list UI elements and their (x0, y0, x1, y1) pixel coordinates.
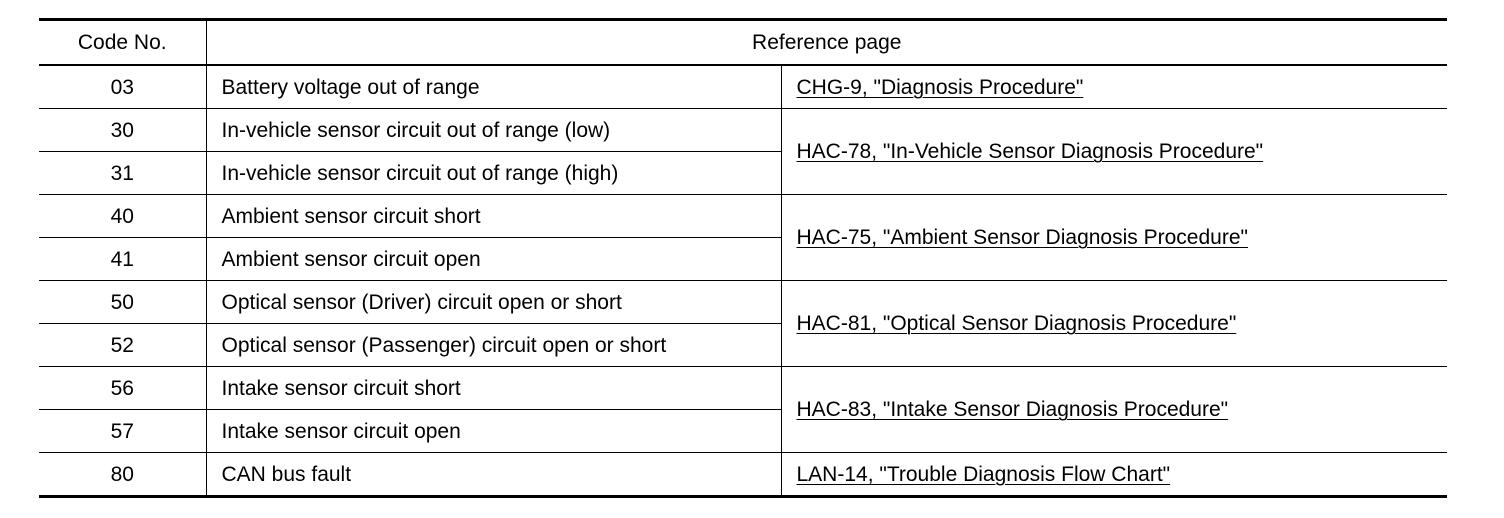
reference-link[interactable]: HAC-81, "Optical Sensor Diagnosis Procedure" (796, 312, 1237, 335)
table-row (39, 65, 1447, 109)
code-cell: 57 (39, 410, 206, 453)
code-cell: 80 (39, 453, 206, 497)
reference-cell (781, 281, 1447, 367)
code-cell: 30 (39, 109, 206, 152)
reference-cell (781, 109, 1447, 195)
reference-link[interactable]: LAN-14, "Trouble Diagnosis Flow Chart" (796, 462, 1171, 486)
header-reference-page: Reference page (206, 20, 1447, 66)
table-row (39, 195, 1447, 238)
description-cell: Optical sensor (Driver) circuit open or short (206, 281, 781, 324)
reference-link[interactable]: HAC-78, "In-Vehicle Sensor Diagnosis Procedure" (796, 140, 1264, 163)
description-cell: Ambient sensor circuit short (206, 195, 781, 238)
description-cell: In-vehicle sensor circuit out of range (low) (206, 109, 781, 152)
reference-cell (781, 195, 1447, 281)
reference-link[interactable]: HAC-83, "Intake Sensor Diagnosis Procedure" (796, 398, 1229, 421)
reference-link[interactable]: HAC-75, "Ambient Sensor Diagnosis Procedure" (796, 226, 1248, 249)
table-row (39, 109, 1447, 152)
code-cell: 41 (39, 238, 206, 281)
description-cell: Optical sensor (Passenger) circuit open or short (206, 324, 781, 367)
code-cell: 40 (39, 195, 206, 238)
diagnosis-code-table (39, 18, 1447, 498)
reference-link[interactable]: CHG-9, "Diagnosis Procedure" (796, 75, 1084, 99)
description-cell: Battery voltage out of range (206, 65, 781, 109)
header-code-no: Code No. (39, 20, 206, 66)
description-cell: Ambient sensor circuit open (206, 238, 781, 281)
code-cell: 50 (39, 281, 206, 324)
reference-cell (781, 453, 1447, 497)
code-cell: 03 (39, 65, 206, 109)
reference-cell (781, 65, 1447, 109)
description-cell: CAN bus fault (206, 453, 781, 497)
code-cell: 56 (39, 367, 206, 410)
table-header-row (39, 20, 1447, 66)
description-cell: Intake sensor circuit open (206, 410, 781, 453)
reference-cell (781, 367, 1447, 453)
code-cell: 31 (39, 152, 206, 195)
table-row (39, 453, 1447, 497)
code-cell: 52 (39, 324, 206, 367)
table-row (39, 367, 1447, 410)
description-cell: Intake sensor circuit short (206, 367, 781, 410)
table-row (39, 281, 1447, 324)
description-cell: In-vehicle sensor circuit out of range (high) (206, 152, 781, 195)
